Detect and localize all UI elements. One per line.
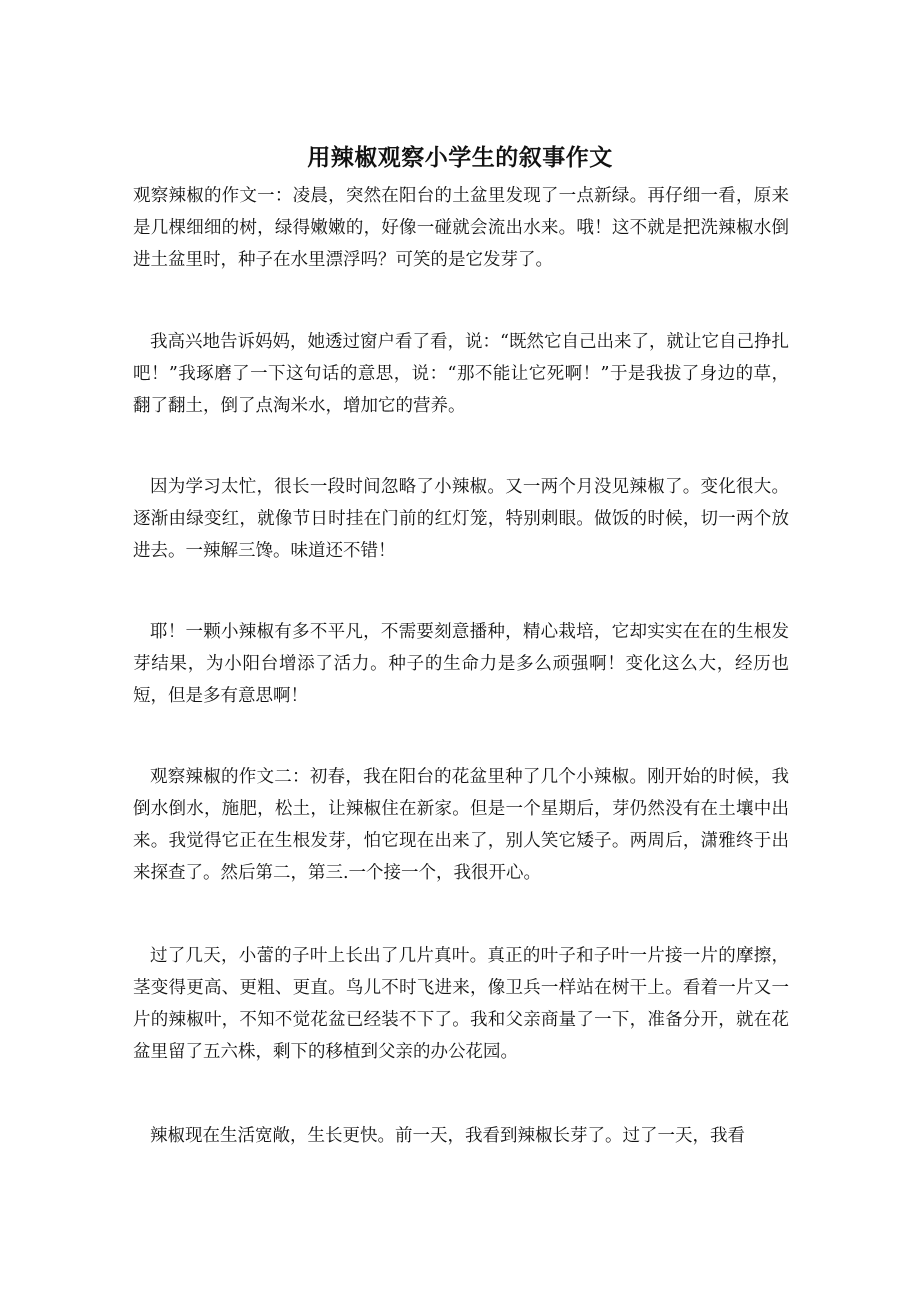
paragraph-7: 辣椒现在生活宽敞，生长更快。前一天，我看到辣椒长芽了。过了一天，我看	[150, 1126, 745, 1146]
paragraph-5: 观察辣椒的作文二：初春，我在阳台的花盆里种了几个小辣椒。刚开始的时候，我倒水倒水，施肥，松土，让辣椒住在新家。但是一个星期后，芽仍然没有在土壤中出来。我觉得它正在生根发芽，怕它现在出来了，别人笑它矮子。两周后，潇雅终于出来探查了。然后第二，第三.一个接一个，我很开心。	[133, 767, 789, 883]
paragraph-4: 耶！一颗小辣椒有多不平凡，不需要刻意播种，精心栽培，它却实实在在的生根发芽结果，为小阳台增添了活力。种子的生命力是多么顽强啊！变化这么大，经历也短，但是多有意思啊！	[133, 622, 789, 706]
paragraph-2: 我高兴地告诉妈妈，她透过窗户看了看，说：“既然它自己出来了，就让它自己挣扎吧！”我琢磨了一下这句话的意思，说：“那不能让它死啊！”于是我拔了身边的草，翻了翻土，倒了点淘米水，增加它的营养。	[133, 332, 789, 416]
document-title: 用辣椒观察小学生的叙事作文	[307, 144, 613, 171]
paragraph-1: 观察辣椒的作文一：凌晨，突然在阳台的土盆里发现了一点新绿。再仔细一看，原来是几棵细细的树，绿得嫩嫩的，好像一碰就会流出水来。哦！这不就是把洗辣椒水倒进土盆里时，种子在水里漂浮吗？可笑的是它发芽了。	[133, 186, 789, 270]
paragraph-6: 过了几天，小蕾的子叶上长出了几片真叶。真正的叶子和子叶一片接一片的摩擦，茎变得更高、更粗、更直。鸟儿不时飞进来，像卫兵一样站在树干上。看着一片又一片的辣椒叶，不知不觉花盆已经装不下了。我和父亲商量了一下，准备分开，就在花盆里留了五六株，剩下的移植到父亲的办公花园。	[133, 946, 789, 1062]
paragraph-3: 因为学习太忙，很长一段时间忽略了小辣椒。又一两个月没见辣椒了。变化很大。逐渐由绿变红，就像节日时挂在门前的红灯笼，特别刺眼。做饭的时候，切一两个放进去。一辣解三馋。味道还不错！	[133, 477, 789, 561]
